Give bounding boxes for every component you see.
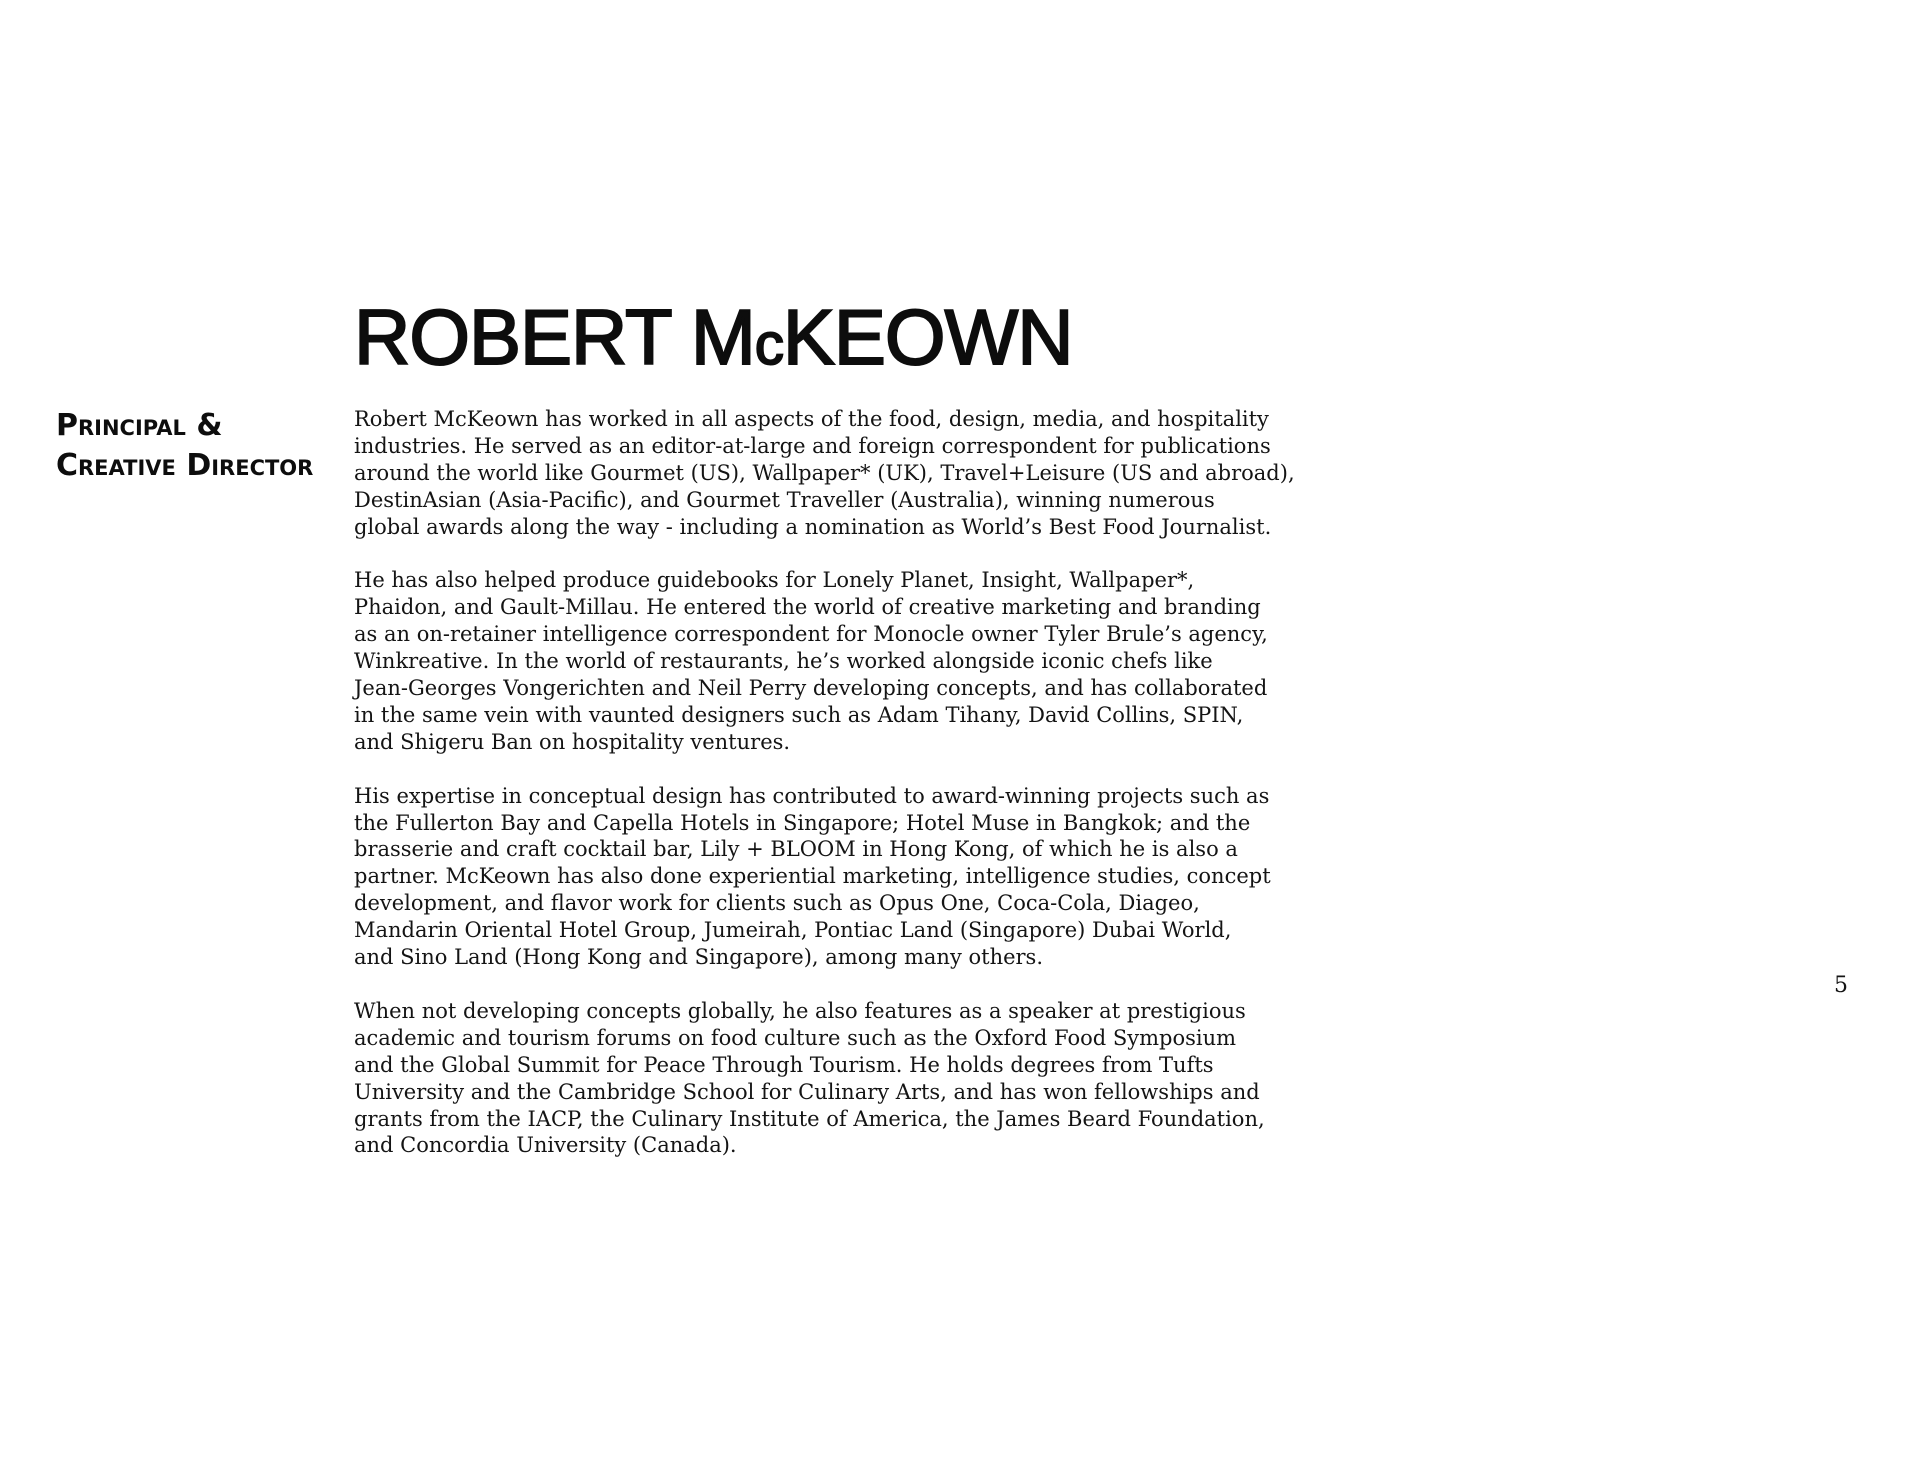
text-line: His expertise in conceptual design has contributed to award-winning projects such as [354, 783, 1270, 808]
role-title [56, 406, 313, 486]
text-line: Robert McKeown has worked in all aspects of the food, design, media, and hospitality [354, 407, 1269, 431]
text-line: brasserie and craft cocktail bar, Lily + BLOOM in Hong Kong, of which he is also a [354, 837, 1238, 862]
text-line: as an on-retainer intelligence correspondent for Monocle owner Tyler Brule’s agency, [354, 622, 1268, 647]
text-line: grants from the IACP, the Culinary Institute of America, the James Beard Foundation, [354, 1106, 1265, 1131]
text-line: Mandarin Oriental Hotel Group, Jumeirah, Pontiac Land (Singapore) Dubai World, [354, 918, 1232, 943]
text-line: academic and tourism forums on food culture such as the Oxford Food Symposium [354, 1025, 1237, 1050]
bio-paragraph-1 [354, 406, 1294, 541]
text-line: Winkreative. In the world of restaurants, he’s worked alongside iconic chefs like [354, 649, 1213, 674]
text-line: partner. McKeown has also done experiential marketing, intelligence studies, concept [354, 864, 1271, 889]
biography-text [354, 406, 1294, 1186]
text-line: University and the Cambridge School for Culinary Arts, and has won fellowships and [354, 1079, 1260, 1104]
text-line: in the same vein with vaunted designers such as Adam Tihany, David Collins, SPIN, [354, 702, 1244, 727]
text-line: DestinAsian (Asia-Pacific), and Gourmet Traveller (Australia), winning numerous [354, 487, 1215, 512]
text-line: around the world like Gourmet (US), Wallpaper* (UK), Travel+Leisure (US and abroad), [354, 460, 1295, 485]
bio-paragraph-4 [354, 998, 1294, 1159]
text-line: He has also helped produce guidebooks for Lonely Planet, Insight, Wallpaper*, [354, 568, 1195, 593]
text-line: and Concordia University (Canada). [354, 1133, 737, 1158]
text-line: the Fullerton Bay and Capella Hotels in Singapore; Hotel Muse in Bangkok; and the [354, 810, 1251, 835]
person-name-heading [354, 292, 1073, 390]
bio-paragraph-3 [354, 783, 1294, 971]
name-part-1: ROBERT M [354, 293, 755, 381]
role-line-1: Principal & [56, 408, 223, 443]
text-line: Phaidon, and Gault-Millau. He entered the world of creative marketing and branding [354, 595, 1261, 620]
role-line-2: Creative Director [56, 448, 314, 483]
text-line: global awards along the way - including a nomination as World’s Best Food Journalist. [354, 514, 1272, 539]
text-line: industries. He served as an editor-at-large and foreign correspondent for publications [354, 433, 1271, 458]
text-line: and Sino Land (Hong Kong and Singapore), among many others. [354, 945, 1044, 970]
bio-paragraph-2 [354, 567, 1294, 755]
text-line: Jean-Georges Vongerichten and Neil Perry developing concepts, and has collaborated [354, 676, 1268, 701]
text-line: and the Global Summit for Peace Through Tourism. He holds degrees from Tufts [354, 1052, 1214, 1077]
name-small-c: c [754, 312, 783, 377]
text-line: development, and flavor work for clients such as Opus One, Coca-Cola, Diageo, [354, 891, 1200, 916]
page-number: 5 [1834, 973, 1848, 998]
text-line: and Shigeru Ban on hospitality ventures. [354, 729, 791, 754]
text-line: When not developing concepts globally, he also features as a speaker at prestigious [354, 998, 1246, 1023]
name-part-2: KEOWN [782, 293, 1073, 381]
